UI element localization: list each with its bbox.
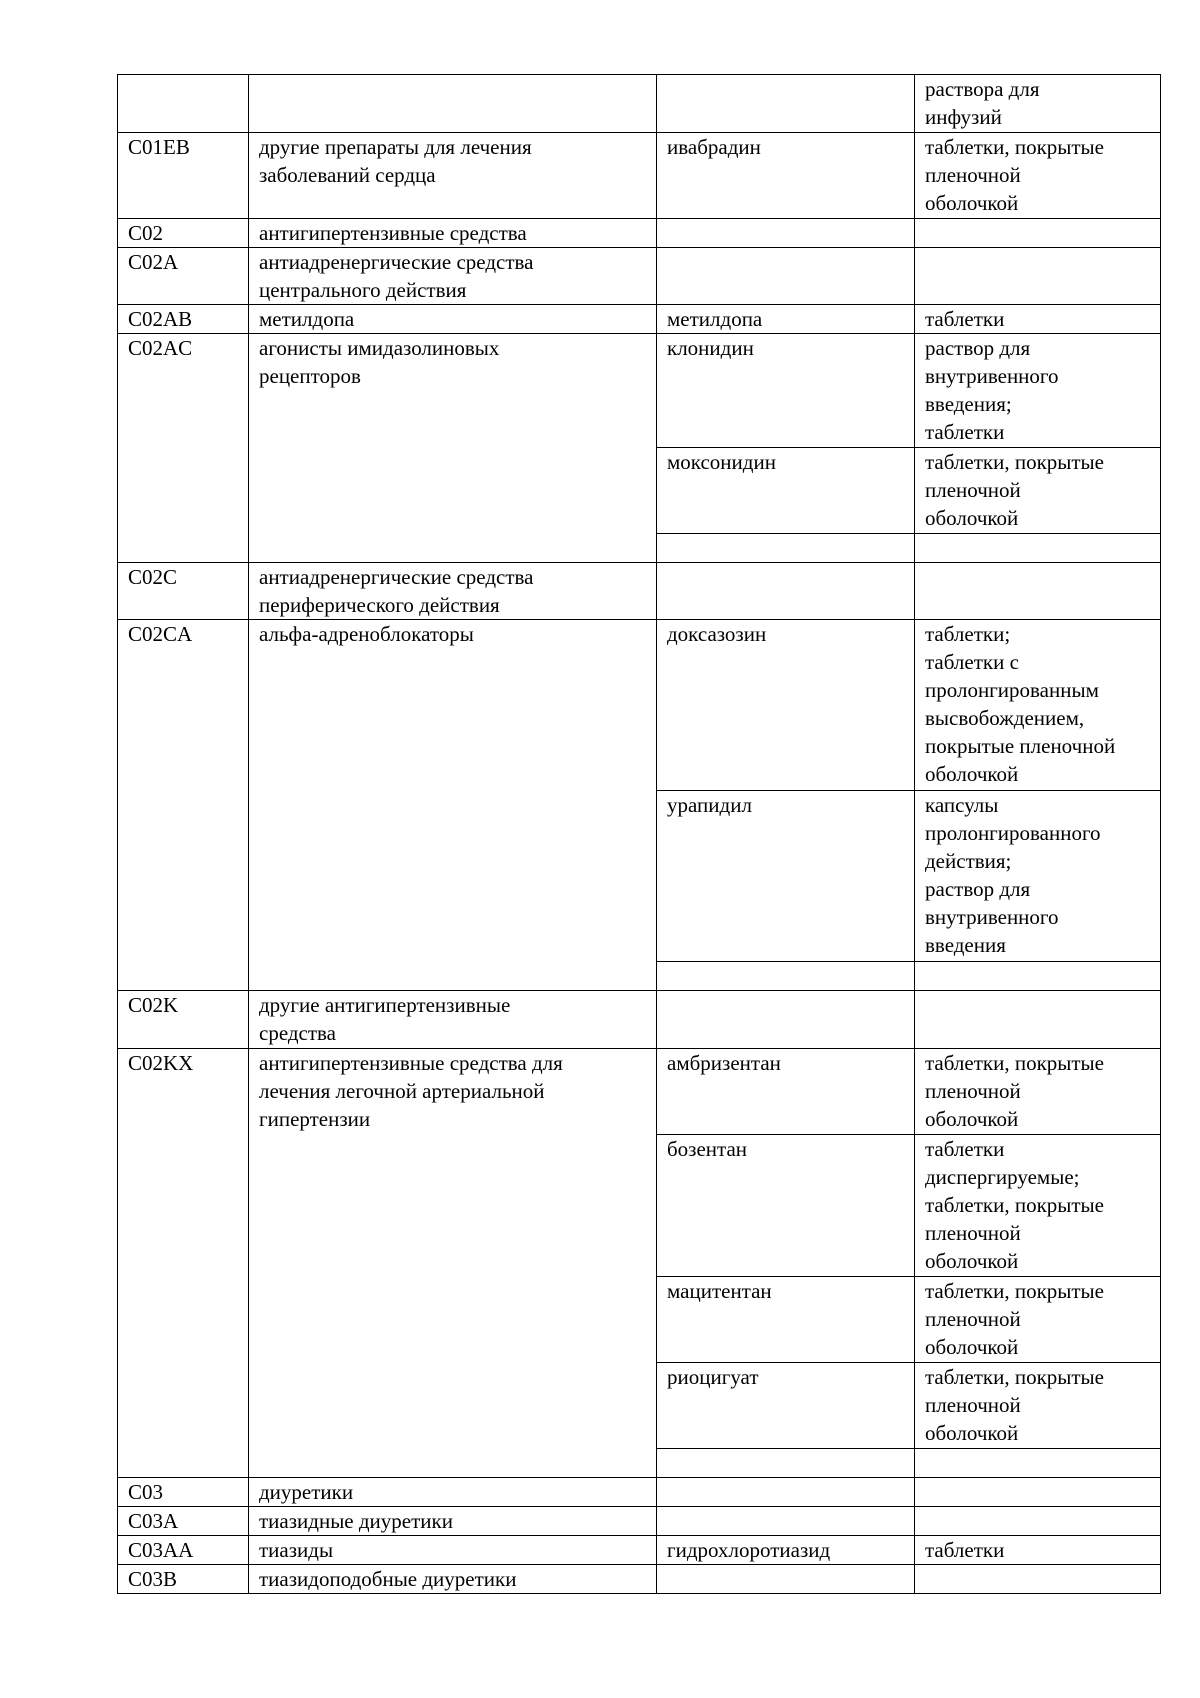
atc-code-cell: C01EB	[118, 133, 249, 219]
drug-name-cell: урапидил	[657, 791, 915, 962]
atc-code-cell: C02K	[118, 991, 249, 1049]
dosage-form-cell: таблетки; таблетки с пролонгированным высвобождением, покрытые пленочной оболочкой	[915, 620, 1161, 791]
dosage-form-cell: таблетки	[915, 305, 1161, 334]
atc-code-cell: C03AA	[118, 1536, 249, 1565]
table-row	[118, 1478, 1161, 1507]
atc-code-cell: C02CA	[118, 620, 249, 991]
anatomical-group-cell: метилдопа	[249, 305, 657, 334]
table-row	[118, 219, 1161, 248]
anatomical-group-cell: антигипертензивные средства	[249, 219, 657, 248]
dosage-form-cell	[915, 962, 1161, 991]
drug-name-cell	[657, 219, 915, 248]
dosage-form-cell	[915, 563, 1161, 620]
anatomical-group-cell: агонисты имидазолиновых рецепторов	[249, 334, 657, 563]
anatomical-group-cell: диуретики	[249, 1478, 657, 1507]
drug-name-cell	[657, 563, 915, 620]
drug-name-cell	[657, 1449, 915, 1478]
dosage-form-cell: таблетки	[915, 1536, 1161, 1565]
drug-name-cell	[657, 1507, 915, 1536]
drug-list-table	[117, 74, 1161, 1594]
drug-name-cell: бозентан	[657, 1135, 915, 1277]
atc-code-cell: C03	[118, 1478, 249, 1507]
atc-code-cell: C02A	[118, 248, 249, 305]
drug-name-cell	[657, 1478, 915, 1507]
anatomical-group-cell: антиадренергические средства периферического действия	[249, 563, 657, 620]
atc-code-cell: C02AC	[118, 334, 249, 563]
drug-name-cell	[657, 991, 915, 1049]
drug-name-cell	[657, 534, 915, 563]
drug-name-cell: моксонидин	[657, 448, 915, 534]
dosage-form-cell	[915, 1478, 1161, 1507]
anatomical-group-cell: антигипертензивные средства для лечения легочной артериальной гипертензии	[249, 1049, 657, 1478]
drug-name-cell: клонидин	[657, 334, 915, 448]
table-row	[118, 75, 1161, 133]
dosage-form-cell	[915, 1449, 1161, 1478]
anatomical-group-cell: тиазидные диуретики	[249, 1507, 657, 1536]
drug-name-cell: метилдопа	[657, 305, 915, 334]
anatomical-group-cell	[249, 75, 657, 133]
dosage-form-cell: таблетки, покрытые пленочной оболочкой	[915, 448, 1161, 534]
drug-name-cell: гидрохлоротиазид	[657, 1536, 915, 1565]
table-row	[118, 305, 1161, 334]
atc-code-cell: C02C	[118, 563, 249, 620]
drug-name-cell: риоцигуат	[657, 1363, 915, 1449]
dosage-form-cell: таблетки диспергируемые; таблетки, покрытые пленочной оболочкой	[915, 1135, 1161, 1277]
atc-code-cell: C02KX	[118, 1049, 249, 1478]
drug-name-cell: мацитентан	[657, 1277, 915, 1363]
dosage-form-cell: раствор для внутривенного введения; таблетки	[915, 334, 1161, 448]
atc-code-cell: C03B	[118, 1565, 249, 1594]
atc-code-cell: C02	[118, 219, 249, 248]
anatomical-group-cell: антиадренергические средства центрального действия	[249, 248, 657, 305]
dosage-form-cell: раствора для инфузий	[915, 75, 1161, 133]
anatomical-group-cell: тиазидоподобные диуретики	[249, 1565, 657, 1594]
table-row	[118, 133, 1161, 219]
dosage-form-cell	[915, 248, 1161, 305]
dosage-form-cell	[915, 534, 1161, 563]
dosage-form-cell	[915, 1565, 1161, 1594]
atc-code-cell: C02AB	[118, 305, 249, 334]
atc-code-cell: C03A	[118, 1507, 249, 1536]
table-body	[118, 75, 1161, 1594]
drug-name-cell: амбризентан	[657, 1049, 915, 1135]
table-row	[118, 1536, 1161, 1565]
table-row	[118, 563, 1161, 620]
table-row	[118, 248, 1161, 305]
anatomical-group-cell: тиазиды	[249, 1536, 657, 1565]
dosage-form-cell	[915, 219, 1161, 248]
dosage-form-cell: таблетки, покрытые пленочной оболочкой	[915, 1277, 1161, 1363]
drug-name-cell	[657, 75, 915, 133]
dosage-form-cell: таблетки, покрытые пленочной оболочкой	[915, 1049, 1161, 1135]
dosage-form-cell: капсулы пролонгированного действия; раствор для внутривенного введения	[915, 791, 1161, 962]
table-row	[118, 991, 1161, 1049]
table-row	[118, 1565, 1161, 1594]
anatomical-group-cell: другие антигипертензивные средства	[249, 991, 657, 1049]
dosage-form-cell	[915, 1507, 1161, 1536]
anatomical-group-cell: альфа-адреноблокаторы	[249, 620, 657, 991]
dosage-form-cell	[915, 991, 1161, 1049]
table-row	[118, 1507, 1161, 1536]
drug-name-cell: ивабрадин	[657, 133, 915, 219]
drug-name-cell: доксазозин	[657, 620, 915, 791]
anatomical-group-cell: другие препараты для лечения заболеваний сердца	[249, 133, 657, 219]
dosage-form-cell: таблетки, покрытые пленочной оболочкой	[915, 1363, 1161, 1449]
drug-name-cell	[657, 1565, 915, 1594]
table-row	[118, 1049, 1161, 1135]
table-row	[118, 334, 1161, 448]
drug-name-cell	[657, 248, 915, 305]
dosage-form-cell: таблетки, покрытые пленочной оболочкой	[915, 133, 1161, 219]
atc-code-cell	[118, 75, 249, 133]
table-row	[118, 620, 1161, 791]
drug-name-cell	[657, 962, 915, 991]
